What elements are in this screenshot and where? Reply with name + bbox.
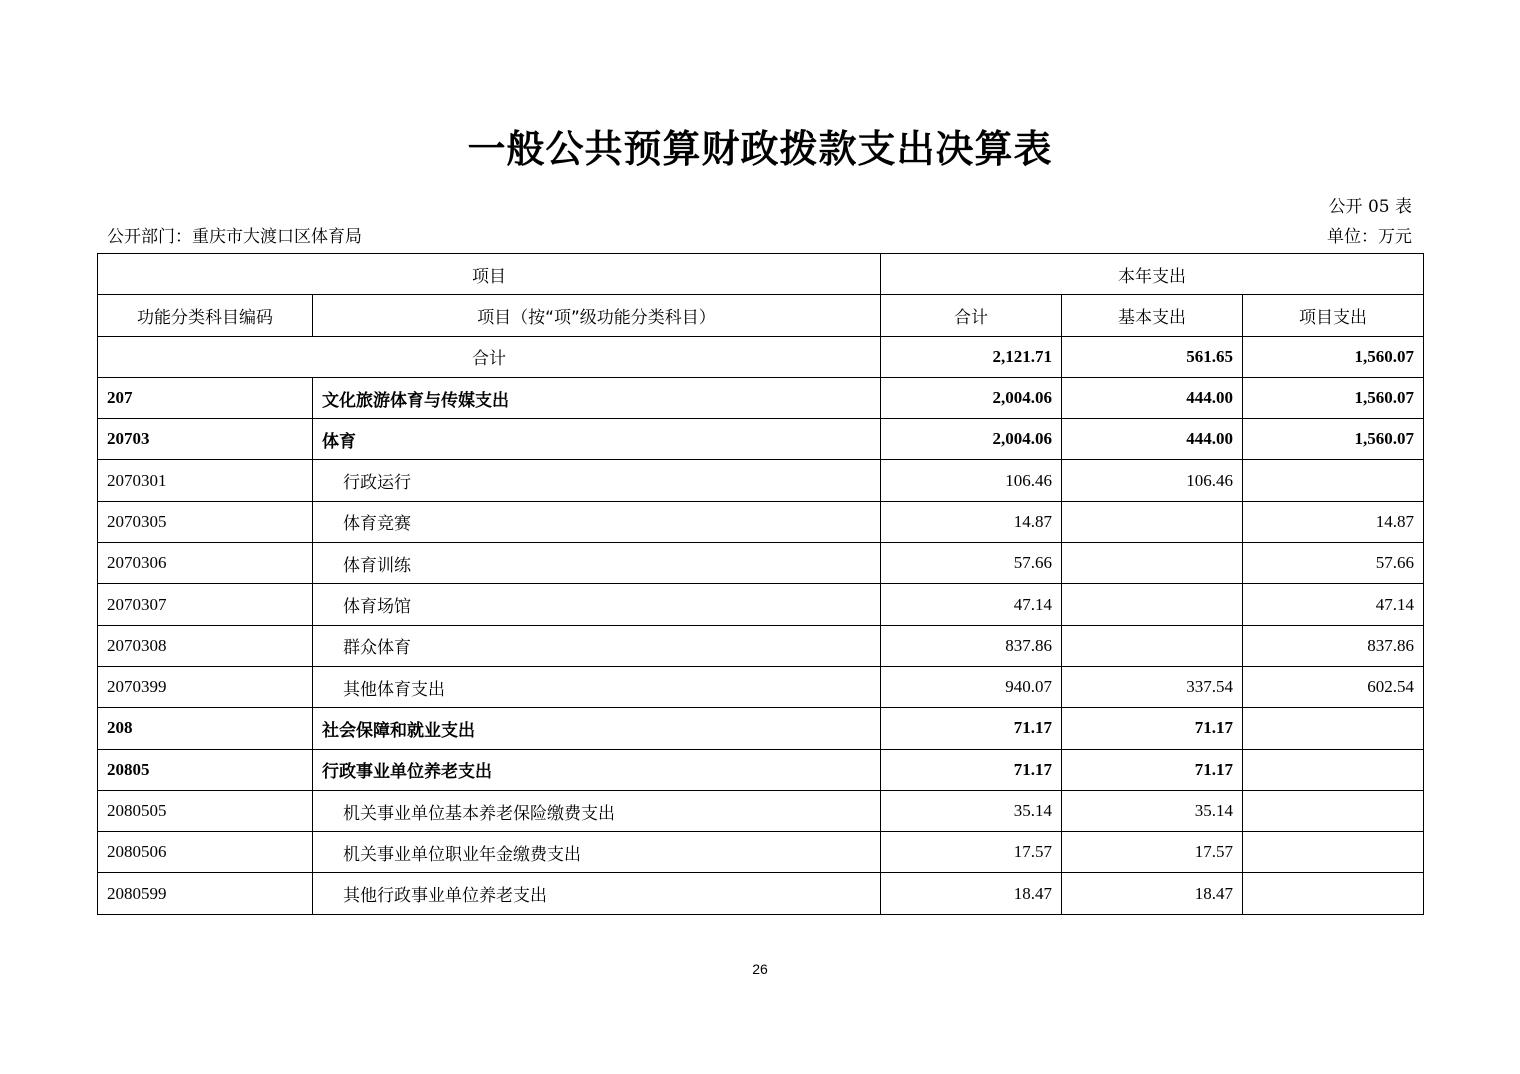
row-project: 602.54 (1243, 666, 1424, 707)
header-item-detail: 项目（按“项”级功能分类科目） (313, 295, 881, 336)
row-basic: 17.57 (1062, 832, 1243, 873)
header-current-year: 本年支出 (881, 254, 1424, 295)
row-basic (1062, 501, 1243, 542)
row-basic: 71.17 (1062, 749, 1243, 790)
row-code: 2070305 (98, 501, 313, 542)
row-total: 2,004.06 (881, 419, 1062, 460)
table-row (98, 749, 1424, 790)
row-name: 体育场馆 (313, 584, 881, 625)
row-name: 社会保障和就业支出 (313, 708, 881, 749)
row-project (1243, 708, 1424, 749)
row-name: 行政运行 (313, 460, 881, 501)
row-total: 17.57 (881, 832, 1062, 873)
row-name: 其他体育支出 (313, 666, 881, 707)
row-total: 106.46 (881, 460, 1062, 501)
row-name: 体育竞赛 (313, 501, 881, 542)
row-code: 20805 (98, 749, 313, 790)
row-name: 机关事业单位基本养老保险缴费支出 (313, 790, 881, 831)
table-row (98, 419, 1424, 460)
total-label: 合计 (98, 336, 881, 377)
page-title: 一般公共预算财政拨款支出决算表 (467, 127, 1053, 171)
unit-label: 单位：万元 (1327, 227, 1412, 247)
row-project: 57.66 (1243, 543, 1424, 584)
row-name: 体育 (313, 419, 881, 460)
row-project (1243, 749, 1424, 790)
row-name: 体育训练 (313, 543, 881, 584)
row-code: 2080505 (98, 790, 313, 831)
row-basic: 337.54 (1062, 666, 1243, 707)
row-total: 14.87 (881, 501, 1062, 542)
row-project (1243, 790, 1424, 831)
header-project: 项目支出 (1243, 295, 1424, 336)
row-total: 2,004.06 (881, 377, 1062, 418)
row-code: 2070399 (98, 666, 313, 707)
total-row (98, 336, 1424, 377)
table-row (98, 790, 1424, 831)
row-code: 2070301 (98, 460, 313, 501)
header-row-1 (98, 254, 1424, 295)
row-code: 2080506 (98, 832, 313, 873)
department-label: 公开部门：重庆市大渡口区体育局 (107, 227, 362, 247)
row-name: 机关事业单位职业年金缴费支出 (313, 832, 881, 873)
row-code: 2070307 (98, 584, 313, 625)
row-code: 2080599 (98, 873, 313, 914)
row-code: 2070308 (98, 625, 313, 666)
row-name: 行政事业单位养老支出 (313, 749, 881, 790)
row-code: 208 (98, 708, 313, 749)
row-total: 57.66 (881, 543, 1062, 584)
header-basic: 基本支出 (1062, 295, 1243, 336)
row-basic: 106.46 (1062, 460, 1243, 501)
row-code: 20703 (98, 419, 313, 460)
form-number: 公开 05 表 (1328, 197, 1412, 217)
row-basic: 444.00 (1062, 419, 1243, 460)
table-row (98, 501, 1424, 542)
row-project: 837.86 (1243, 625, 1424, 666)
row-name: 文化旅游体育与传媒支出 (313, 377, 881, 418)
row-total: 71.17 (881, 749, 1062, 790)
row-basic (1062, 625, 1243, 666)
row-code: 2070306 (98, 543, 313, 584)
total-basic: 561.65 (1062, 336, 1243, 377)
row-project: 1,560.07 (1243, 377, 1424, 418)
row-basic: 35.14 (1062, 790, 1243, 831)
row-project (1243, 873, 1424, 914)
row-name: 其他行政事业单位养老支出 (313, 873, 881, 914)
table-row (98, 666, 1424, 707)
table-row (98, 708, 1424, 749)
row-total: 837.86 (881, 625, 1062, 666)
total-sum: 2,121.71 (881, 336, 1062, 377)
row-project (1243, 832, 1424, 873)
header-item: 项目 (98, 254, 881, 295)
row-basic (1062, 543, 1243, 584)
table-row (98, 625, 1424, 666)
row-name: 群众体育 (313, 625, 881, 666)
table-row (98, 873, 1424, 914)
row-total: 71.17 (881, 708, 1062, 749)
row-project: 1,560.07 (1243, 419, 1424, 460)
row-code: 207 (98, 377, 313, 418)
budget-table (97, 253, 1424, 915)
table-row (98, 584, 1424, 625)
header-code: 功能分类科目编码 (98, 295, 313, 336)
page-number: 26 (752, 961, 768, 977)
row-basic: 18.47 (1062, 873, 1243, 914)
row-project (1243, 460, 1424, 501)
row-basic: 71.17 (1062, 708, 1243, 749)
row-total: 35.14 (881, 790, 1062, 831)
row-total: 18.47 (881, 873, 1062, 914)
header-total: 合计 (881, 295, 1062, 336)
row-total: 47.14 (881, 584, 1062, 625)
table-row (98, 377, 1424, 418)
row-basic (1062, 584, 1243, 625)
table-row (98, 832, 1424, 873)
table-row (98, 543, 1424, 584)
row-project: 14.87 (1243, 501, 1424, 542)
table-row (98, 460, 1424, 501)
row-basic: 444.00 (1062, 377, 1243, 418)
total-project: 1,560.07 (1243, 336, 1424, 377)
row-project: 47.14 (1243, 584, 1424, 625)
header-row-2 (98, 295, 1424, 336)
row-total: 940.07 (881, 666, 1062, 707)
